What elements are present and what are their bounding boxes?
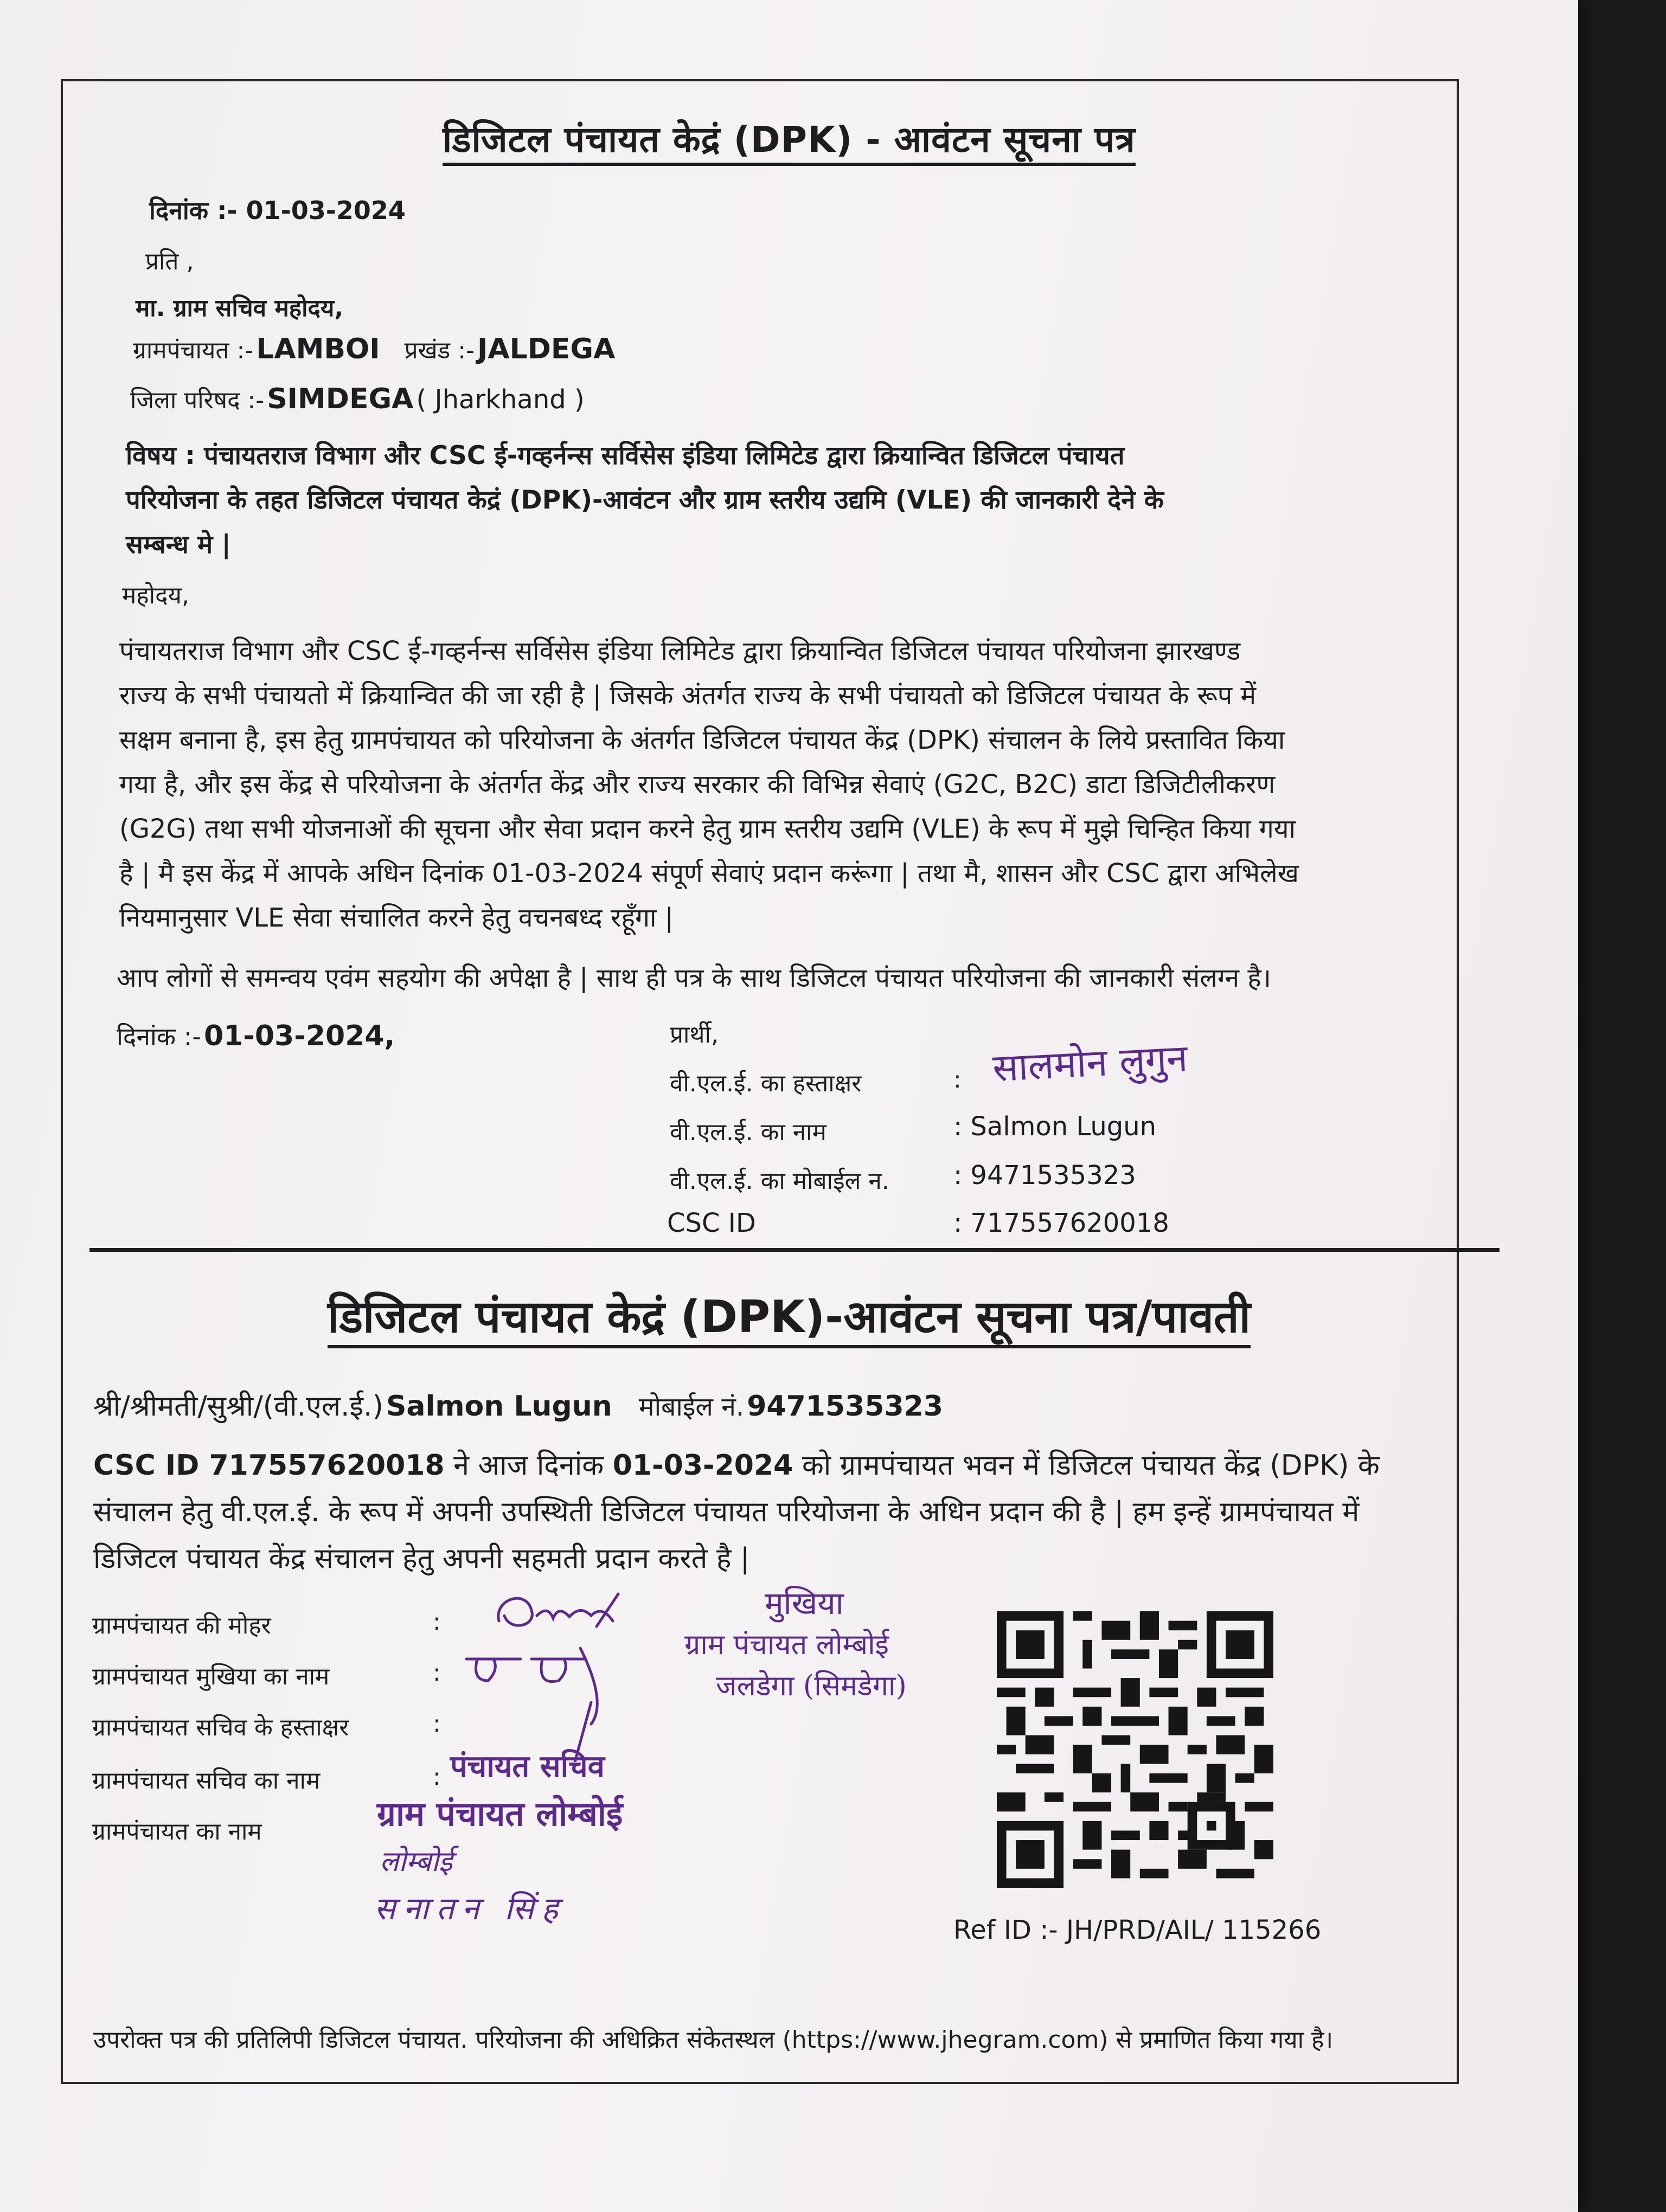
body-line: राज्य के सभी पंचायतो में क्रियान्वित की जा रही है | जिसके अंतर्गत राज्य के सभी पंचायतो को डिजिटल पंचायत के रूप में [119, 680, 1257, 711]
gp-value: LAMBOI [256, 333, 380, 365]
date2-label: दिनांक :- [117, 1022, 201, 1051]
field-label-mukhiya: ग्रामपंचायत मुखिया का नाम [92, 1663, 330, 1690]
handwritten-name: सनातन सिंह [374, 1890, 566, 1927]
receipt-body-line: डिजिटल पंचायत केंद्र संचालन हेतु अपनी सहमती प्रदान करते है | [93, 1542, 750, 1575]
receipt-title-text: डिजिटल पंचायत केद्रं (DPK)-आवंटन सूचना पत्र/पावती [328, 1291, 1251, 1348]
state-value: ( Jharkhand ) [416, 384, 585, 415]
body-line: पंचायतराज विभाग और CSC ई-गव्हर्नन्स सर्विसेस इंडिया लिमिटेड द्वारा क्रियान्वित डिजिटल पंचायत परियोजना झारखण्ड [119, 636, 1241, 666]
section-divider [89, 1248, 1500, 1252]
ref-id: Ref ID :- JH/PRD/AIL/ 115266 [953, 1915, 1322, 1945]
field-label-secretary-name: ग्रामपंचायत सचिव का नाम [92, 1767, 321, 1795]
field-colon: : [433, 1763, 441, 1791]
district-line [130, 383, 585, 415]
receipt-body-line [93, 1442, 1380, 1489]
addressee: मा. ग्राम सचिव महोदय, [136, 294, 344, 322]
date2-line [117, 1019, 395, 1053]
stamp-mukhiya-gp: ग्राम पंचायत लोम्बोई [684, 1629, 889, 1661]
field-label-secretary-signature: ग्रामपंचायत सचिव के हस्ताक्षर [92, 1714, 349, 1741]
vle-signature-colon: : [953, 1066, 962, 1094]
vle-signature: सालमोन लुगुन [991, 1036, 1189, 1091]
body-line: है | मै इस केंद्र में आपके अधिन दिनांक 01-03-2024 संपूर्ण सेवाएं प्रदान करूंगा | तथा मै, शासन और CSC द्वारा अभिलेख [119, 858, 1299, 889]
gram-panchayat-line [133, 333, 615, 365]
date-line: दिनांक :- 01-03-2024 [149, 196, 406, 225]
field-colon: : [433, 1710, 441, 1738]
district-label: जिला परिषद :- [130, 387, 265, 414]
mukhiya-signature [456, 1637, 640, 1762]
stamp-mukhiya-place: जलडेगा (सिमडेगा) [716, 1670, 907, 1702]
subject-line: विषय : पंचायतराज विभाग और CSC ई-गव्हर्नन्स सर्विसेस इंडिया लिमिटेड द्वारा क्रियान्वित डिजिटल पंचायत [126, 441, 1125, 471]
date2-value: 01-03-2024, [203, 1020, 395, 1052]
receipt-date: 01-03-2024 [612, 1449, 793, 1482]
receipt-csc-id: CSC ID 717557620018 [93, 1449, 445, 1482]
block-value: JALDEGA [477, 333, 616, 365]
vle-name-label: वी.एल.ई. का नाम [670, 1118, 826, 1146]
salutation: महोदय, [122, 582, 189, 609]
receipt-title [0, 1285, 1578, 1346]
page-title [0, 114, 1578, 163]
receipt-person-line [93, 1386, 943, 1424]
receipt-body-line: संचालन हेतु वी.एल.ई. के रूप में अपनी उपस्थिती डिजिटल पंचायत परियोजना के अधिन प्रदान की है | हम इन्हें ग्रामपंचायत में [93, 1496, 1360, 1528]
subject [126, 434, 1164, 567]
receipt-body [93, 1442, 1380, 1582]
stamp-secretary-title: पंचायत सचिव [450, 1748, 605, 1784]
qr-code [997, 1611, 1273, 1888]
receipt-mobile-label: मोबाईल नं. [638, 1392, 745, 1422]
vle-signature-label: वी.एल.ई. का हस्ताक्षर [670, 1070, 862, 1097]
body-line: सक्षम बनाना है, इस हेतु ग्रामपंचायत को परियोजना के अंतर्गत डिजिटल पंचायत केंद्र (DPK) संचालन के लिये प्रस्तावित किया [119, 725, 1285, 755]
applicant-label: प्रार्थी, [670, 1021, 719, 1049]
receipt-mobile-value: 9471535323 [747, 1390, 944, 1423]
receipt-text: को ग्रामपंचायत भवन में डिजिटल पंचायत केंद्र (DPK) के [793, 1449, 1380, 1482]
body-line: (G2G) तथा सभी योजनाओं की सूचना और सेवा प्रदान करने हेतु ग्राम स्तरीय उद्यमि (VLE) के रूप में मुझे चिन्हित किया गया [119, 814, 1296, 844]
csc-id-value: : 717557620018 [953, 1208, 1169, 1238]
vle-mobile-value: : 9471535323 [953, 1160, 1136, 1191]
body-paragraph [119, 629, 1299, 940]
district-value: SIMDEGA [267, 383, 414, 415]
subject-line: परियोजना के तहत डिजिटल पंचायत केद्रं (DPK)-आवंटन और ग्राम स्तरीय उद्यमि (VLE) की जानकारी देने के [126, 485, 1164, 515]
page-title-text: डिजिटल पंचायत केद्रं (DPK) - आवंटन सूचना पत्र [443, 119, 1136, 166]
block-label: प्रखंड :- [404, 337, 475, 364]
field-label-gp-name: ग्रामपंचायत का नाम [92, 1818, 262, 1846]
handwritten-gp: लोम्बोई [380, 1846, 453, 1878]
closing-line: आप लोगों से समन्वय एवंम सहयोग की अपेक्षा है | साथ ही पत्र के साथ डिजिटल पंचायत परियोजना की जानकारी संलग्न है। [117, 963, 1271, 993]
field-label-seal: ग्रामपंचायत की मोहर [92, 1612, 271, 1639]
seal-scribble [488, 1583, 629, 1643]
vle-name-value: : Salmon Lugun [953, 1111, 1157, 1142]
field-colon: : [433, 1608, 441, 1636]
subject-line: सम्बन्ध मे | [126, 530, 231, 560]
to-label: प्रति , [145, 248, 194, 275]
field-colon: : [433, 1659, 441, 1687]
csc-id-label: CSC ID [667, 1208, 756, 1238]
person-name: Salmon Lugun [386, 1390, 612, 1423]
footer-note: उपरोक्त पत्र की प्रतिलिपी डिजिटल पंचायत. परियोजना की अधिक्रित संकेतस्थल (https://www.jhegram.com) से प्रमाणित किया गया है। [93, 2026, 1334, 2054]
stamp-mukhiya-title: मुखिया [765, 1585, 844, 1622]
gp-label: ग्रामपंचायत :- [133, 337, 254, 364]
body-line: गया है, और इस केंद्र से परियोजना के अंतर्गत केंद्र और राज्य सरकार की विभिन्न सेवाएं (G2C, B2C) डाटा डिजिटीलीकरण [119, 769, 1276, 800]
stamp-secretary-gp: ग्राम पंचायत लोम्बोई [377, 1794, 623, 1834]
body-line: नियमानुसार VLE सेवा संचालित करने हेतु वचनबध्द रहूँगा | [119, 903, 674, 933]
vle-mobile-label: वी.एल.ई. का मोबाईल न. [670, 1167, 889, 1195]
person-prefix: श्री/श्रीमती/सुश्री/(वी.एल.ई.) [93, 1390, 383, 1423]
receipt-text: ने आज दिनांक [444, 1449, 613, 1482]
